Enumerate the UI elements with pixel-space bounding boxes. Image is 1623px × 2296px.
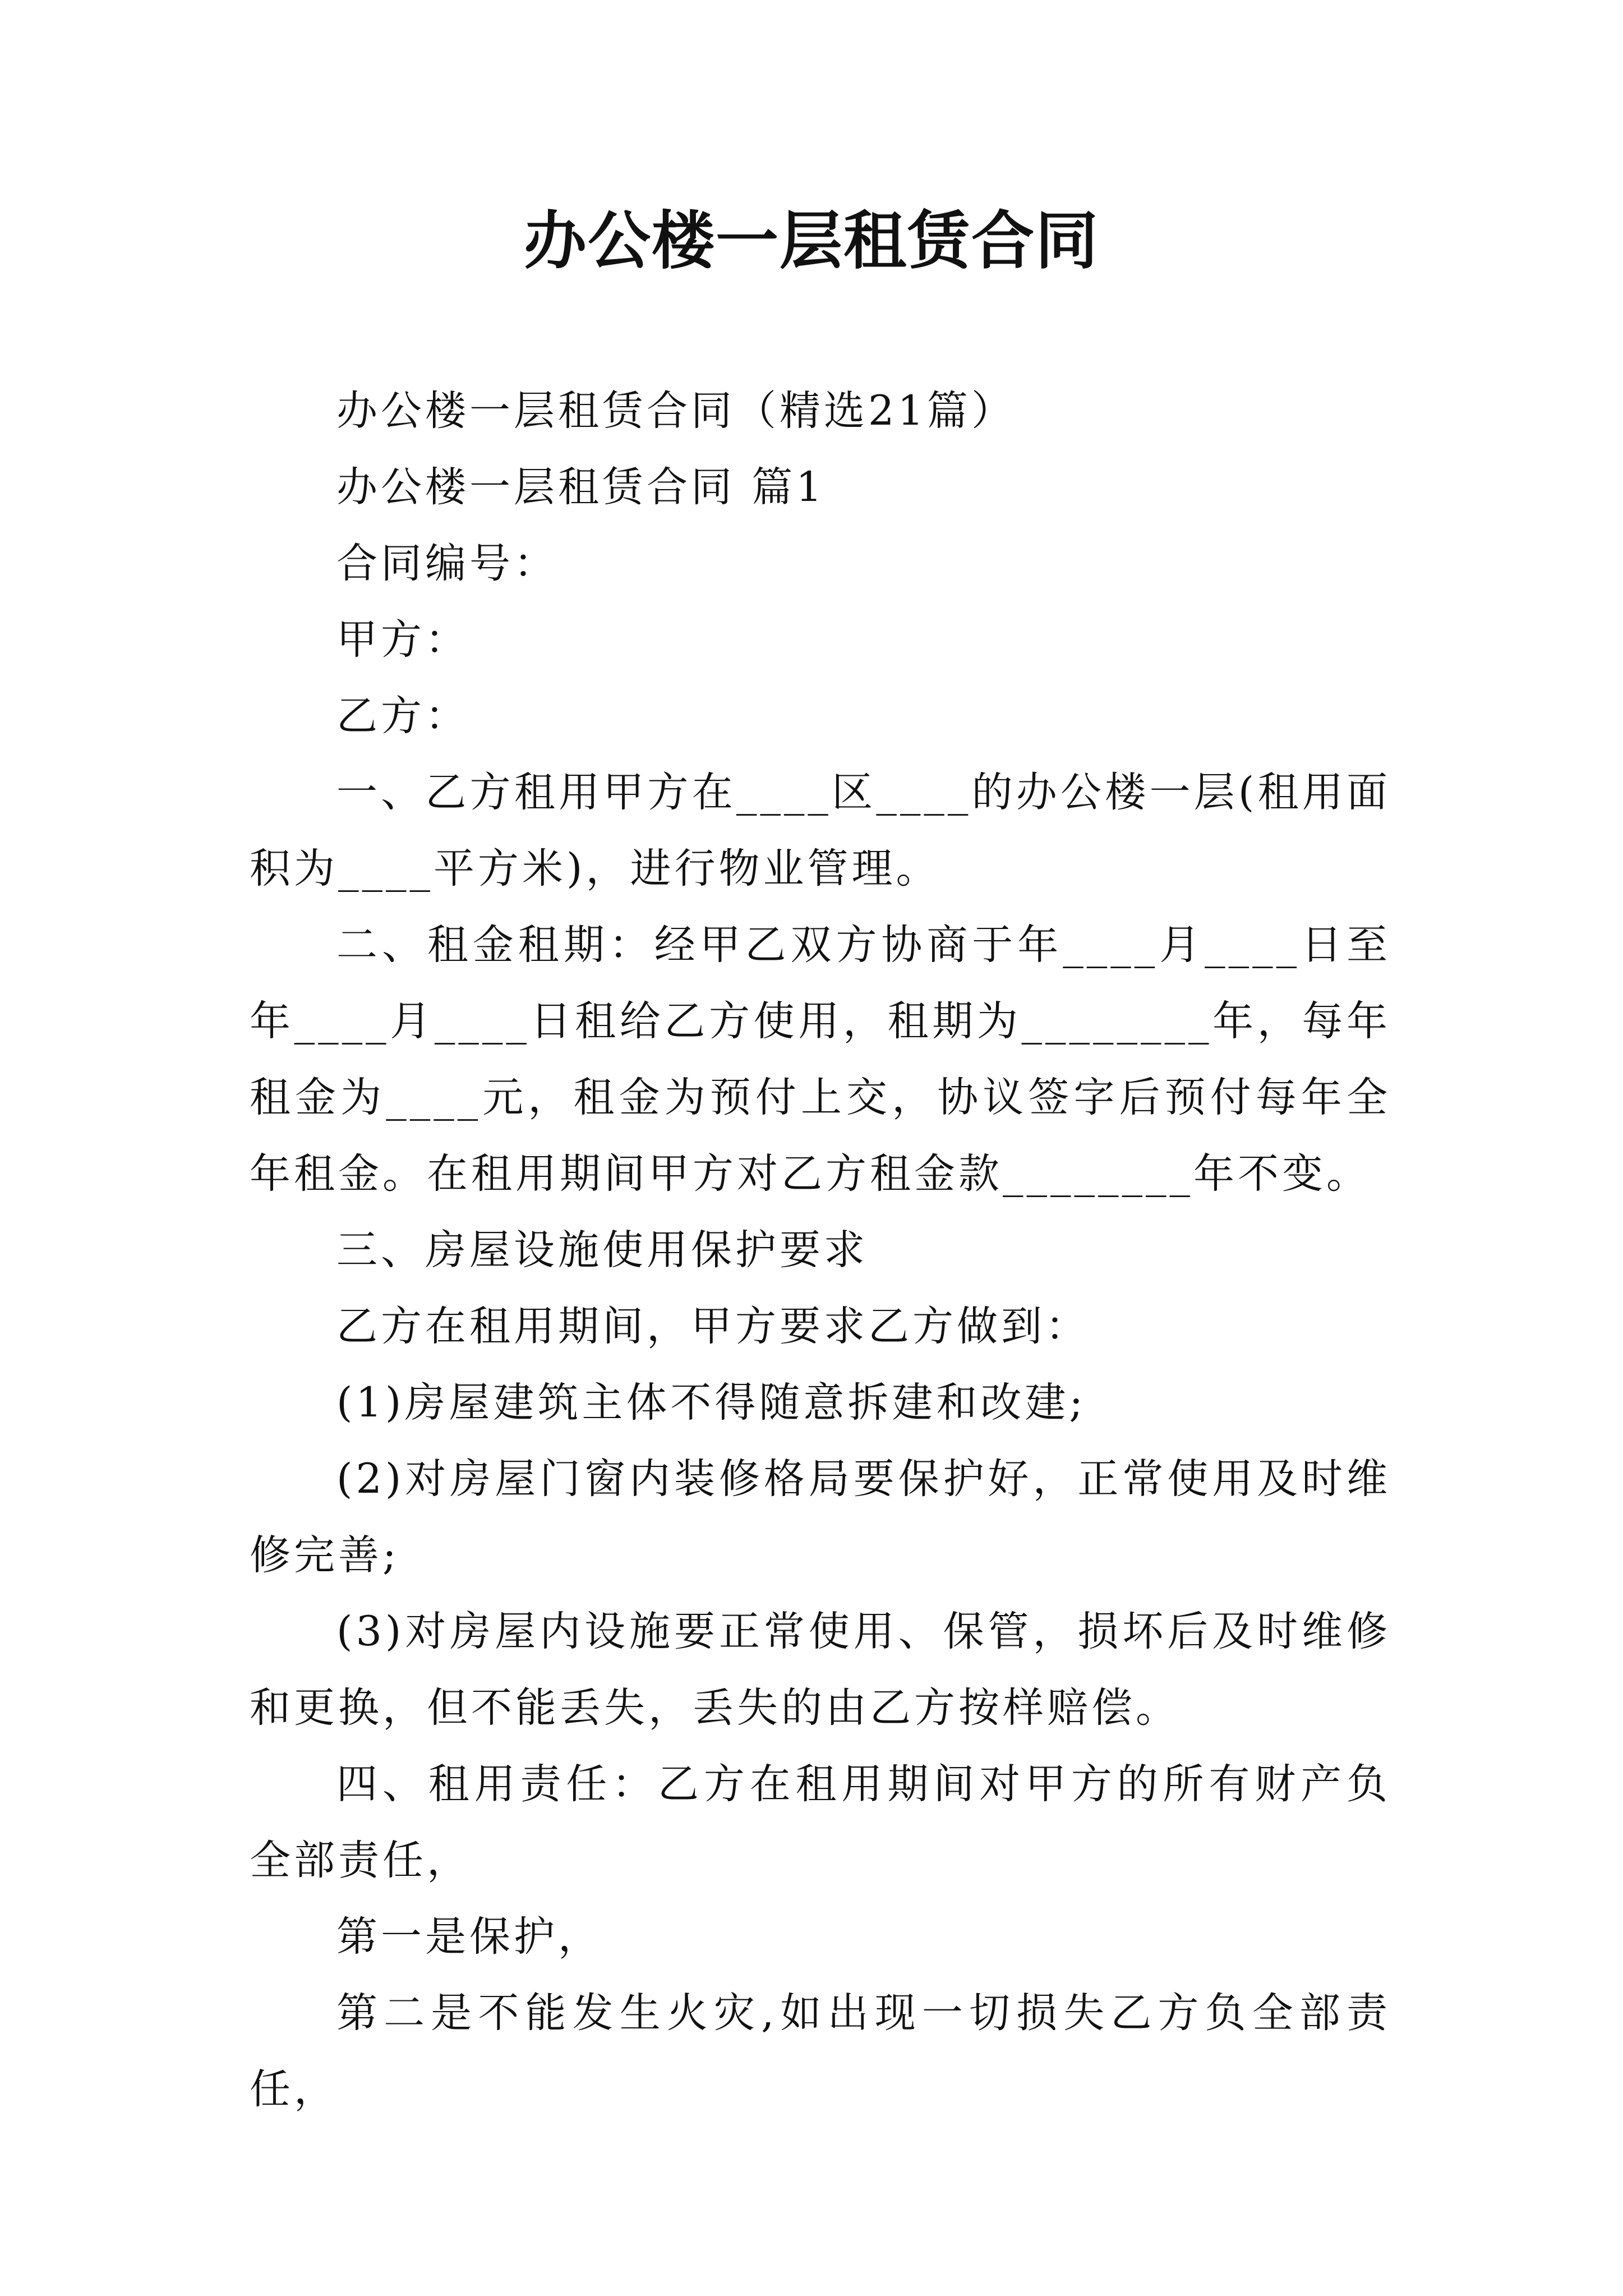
paragraph-section-heading: 办公楼一层租赁合同 篇1 — [336, 463, 826, 511]
paragraph-party-b: 乙方： — [336, 692, 469, 740]
paragraph-subtitle: 办公楼一层租赁合同（精选21篇） — [336, 387, 1016, 435]
paragraph-clause-2: 二、租金租期：经甲乙双方协商于年____月____日至年____月____日租给乙方使用，租期为________年，每年租金为____元，租金为预付上交，协议签字后预付每年全年租金。在租用期间甲方对乙方租金款________年不变。 — [250, 921, 1391, 1198]
paragraph-contract-number: 合同编号： — [336, 540, 558, 587]
paragraph-clause-4-first: 第一是保护， — [336, 1913, 602, 1961]
paragraph-clause-4: 四、租用责任：乙方在租用期间对甲方的所有财产负全部责任， — [250, 1760, 1391, 1884]
paragraph-clause-3-intro: 乙方在租用期间，甲方要求乙方做到： — [336, 1303, 1090, 1350]
document-body — [250, 373, 1391, 2128]
document-title: 办公楼一层租赁合同 — [524, 204, 1099, 278]
paragraph-clause-3-item-2: (2)对房屋门窗内装修格局要保护好，正常使用及时维修完善; — [250, 1455, 1391, 1579]
paragraph-clause-3-item-3: (3)对房屋内设施要正常使用、保管，损坏后及时维修和更换，但不能丢失，丢失的由乙方按样赔偿。 — [250, 1608, 1391, 1732]
paragraph-clause-3-heading: 三、房屋设施使用保护要求 — [336, 1226, 868, 1274]
paragraph-clause-3-item-1: (1)房屋建筑主体不得随意拆建和改建; — [336, 1379, 1086, 1427]
paragraph-clause-1: 一、乙方租用甲方在____区____的办公楼一层(租用面积为____平方米)，进行物业管理。 — [250, 769, 1391, 892]
paragraph-clause-4-second: 第二是不能发生火灾,如出现一切损失乙方负全部责任， — [250, 1989, 1391, 2113]
paragraph-party-a: 甲方： — [336, 616, 469, 664]
